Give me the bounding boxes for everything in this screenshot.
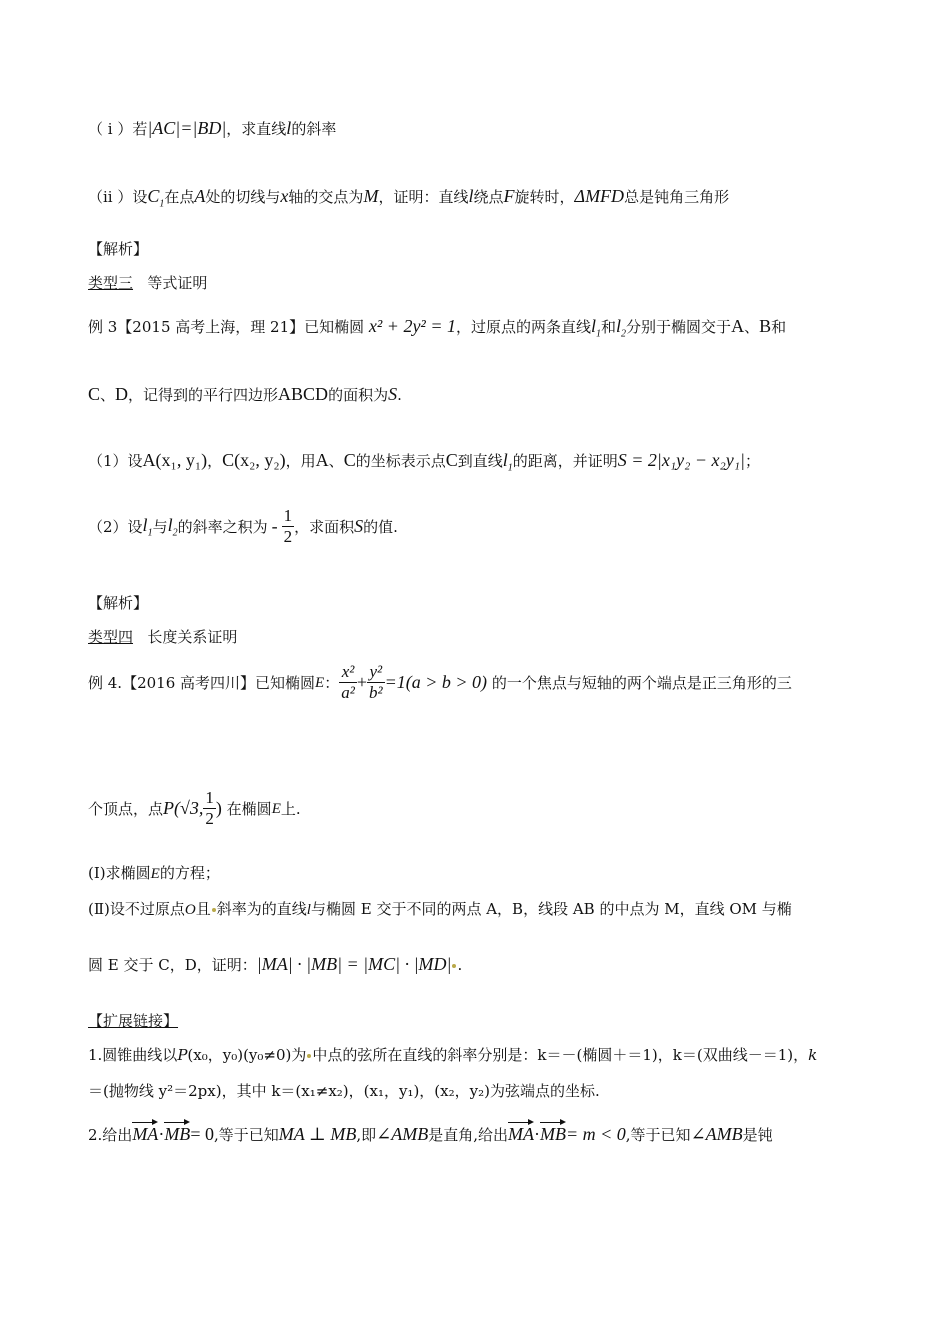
ex3-c: C	[88, 384, 101, 404]
type4-heading	[88, 628, 864, 646]
qii-t1: (Ⅱ)设不过原点	[88, 900, 185, 918]
item-i-condition: |AC|=|BD|	[147, 118, 227, 138]
ex3-sep2: 、	[100, 386, 116, 404]
ext1-x0: (x₀，y₀)(y₀≠0)	[187, 1046, 292, 1064]
point-a-coords: A(x₁, y₁)	[142, 450, 208, 470]
point-p: P(√3,	[163, 798, 204, 819]
q2-t1: 与	[152, 517, 168, 536]
qii-t3: 斜率为的直线	[216, 900, 307, 918]
product-formula: |MA| · |MB| = |MC| · |MD|	[256, 954, 452, 974]
ext1-t2: 为	[291, 1046, 307, 1064]
qi-t2: 的方程；	[159, 864, 220, 882]
qi-t1: (I)求椭圆	[88, 864, 151, 882]
example3-line1	[88, 316, 864, 341]
extension-1	[88, 1046, 864, 1064]
ext2-t1: 2.给出	[88, 1126, 133, 1144]
ext1-p: P	[177, 1046, 188, 1064]
item-ii	[88, 186, 864, 211]
ex3-and: 和	[771, 318, 787, 336]
ext2-t6: 是钝	[742, 1126, 773, 1144]
q1-a: A	[315, 450, 329, 470]
q1-c2: C	[445, 450, 458, 470]
type4-label: 类型四	[88, 628, 134, 646]
item-ii-t5: 绕点	[473, 188, 504, 206]
item-i-line-symbol: l	[286, 118, 292, 138]
qii-line2-end: .	[457, 956, 463, 974]
vector-ma-2: MA	[507, 1124, 534, 1144]
q2-t3: ，求面积	[294, 517, 355, 536]
ex3-t1: ，过原点的两条直线	[455, 318, 591, 336]
area-formula: S = 2|x₁y₂ − x₂y₁|	[617, 450, 745, 470]
q1-t2: 的坐标表示点	[355, 452, 446, 470]
vector-mb: MB	[164, 1124, 191, 1144]
extension-2	[88, 1124, 864, 1146]
q1-t4: 的距离，并证明	[512, 452, 618, 470]
fraction-y2-b2: $\frac{\text{y²}}{\text{b²}}$	[368, 662, 383, 703]
question-ii	[88, 900, 864, 919]
example3-line2	[88, 384, 864, 406]
ext2-t3: ,即	[356, 1126, 377, 1144]
q1-sep: 、	[328, 452, 344, 470]
ext1-k2: k＝(双曲线－＝1)，	[672, 1046, 809, 1064]
example3-question1	[88, 450, 864, 475]
jiexi-heading-1: 【解析】	[88, 240, 149, 258]
qii-t2: 且	[195, 900, 211, 918]
qi-e: E	[150, 866, 160, 882]
q1-l1-symbol: $l_1$	[502, 450, 513, 474]
item-i-label: （ i ）若	[88, 120, 148, 138]
ex4-head: 例 4.【2016 高考四川】已知椭圆	[88, 673, 316, 692]
origin-o: O	[184, 902, 196, 918]
dot-marker3	[307, 1054, 311, 1058]
q2-t4: 的值.	[363, 517, 398, 536]
point-a: A	[194, 186, 206, 206]
item-i-text: ，求直线	[226, 120, 287, 138]
item-ii-t7: 总是钝角三角形	[624, 188, 730, 206]
q1-t1: ，用	[285, 452, 316, 470]
ex3-line2-t1: ，记得到的平行四边形	[128, 386, 279, 404]
qii-line2-t1: 圆 E 交于 C，D，证明：	[88, 956, 257, 974]
item-i-text2: 的斜率	[291, 120, 337, 138]
l1-symbol: $l_1$	[591, 316, 602, 340]
extension-title: 【扩展链接】	[88, 1012, 179, 1030]
ex3-head: 例 3【2015 高考上海，理 21】已知椭圆	[88, 318, 365, 336]
eq-zero: = 0	[190, 1124, 214, 1144]
jiexi-heading-2: 【解析】	[88, 594, 149, 612]
l2-symbol: $l_2$	[616, 316, 627, 340]
extension-heading	[88, 1012, 864, 1030]
ext1-t1: 1.圆锥曲线以	[88, 1046, 178, 1064]
point-c-coords: C(x₂, y₂)	[222, 450, 286, 470]
ex4-colon: ：	[324, 673, 340, 692]
ex3-t2: 和	[601, 318, 617, 336]
question-ii-line2	[88, 954, 864, 976]
q2-s: S	[354, 516, 364, 537]
parallelogram-abcd: ABCD	[278, 384, 329, 404]
ellipse-equation: x² + 2y² = 1	[368, 316, 456, 336]
ext2-t2: ,等于已知	[213, 1126, 279, 1144]
dot-op: ·	[158, 1124, 165, 1144]
item-ii-t6: 旋转时，	[514, 188, 575, 206]
example4-line1: 例 4.【2016 高考四川】已知椭圆E： $\frac{\text{x²}}{\text{a²}}$ + $\frac{\text{y²}}{\text{b²}}$ =1(a > b > 0) 的一个焦点与短轴的两个端点是正三角形的三	[88, 662, 792, 703]
eq-m: = m < 0	[565, 1124, 626, 1144]
type3-heading	[88, 274, 864, 292]
q2-label: （2）设	[88, 517, 143, 536]
dot-marker	[212, 908, 216, 912]
item-ii-t2: 处的切线与	[205, 188, 281, 206]
fraction-p-half: $\frac{1}{2}$	[205, 788, 214, 829]
example4-line2	[88, 788, 864, 830]
qii-t4: 与椭圆 E 交于不同的两点 A，B，线段 AB 的中点为 M，直线 OM 与椭	[310, 900, 792, 918]
ellipse-condition: =1(a > b > 0)	[384, 672, 488, 693]
angle-amb-2: ∠AMB	[690, 1124, 743, 1144]
ex4-tail: 的一个焦点与短轴的两个端点是正三角形的三	[491, 673, 792, 692]
angle-amb: ∠AMB	[376, 1124, 429, 1144]
triangle-mfd: ΔMFD	[574, 186, 625, 206]
item-i	[88, 118, 864, 140]
type3-title: 等式证明	[147, 274, 208, 292]
ex4-line2-t2: 在椭圆	[226, 799, 272, 818]
q2-l2-symbol: $l_2$	[167, 514, 178, 539]
ext1-line2-text: ＝(抛物线 y²＝2px)，其中 k＝(x₁≠x₂)，(x₁，y₁)，(x₂，y₂)为弦端点的坐标.	[88, 1082, 600, 1100]
ext1-k3: k	[808, 1046, 818, 1064]
extension-1-line2	[88, 1082, 864, 1100]
ext1-k1: k＝－(椭圆＋＝1)，	[537, 1046, 673, 1064]
perp-relation: MA ⊥ MB	[278, 1124, 357, 1144]
q1-end: ；	[744, 452, 760, 470]
ext2-t4: 是直角,给出	[428, 1126, 508, 1144]
ex3-line2-end: .	[397, 386, 402, 404]
neg-sign: -	[271, 516, 278, 537]
qii-l: l	[306, 902, 311, 918]
c1-symbol: $C_1$	[147, 186, 165, 210]
line-l: l	[468, 186, 474, 206]
item-ii-t4: ，证明：直线	[378, 188, 469, 206]
question-i	[88, 864, 864, 883]
vector-ma: MA	[132, 1124, 159, 1144]
point-f: F	[503, 186, 515, 206]
ex3-a: A	[731, 316, 745, 336]
q1-t3: 到直线	[457, 452, 503, 470]
item-ii-t1: 在点	[164, 188, 195, 206]
x-axis-symbol: x	[280, 186, 289, 206]
dot-marker2	[452, 964, 456, 968]
q2-t2: 的斜率之积为	[177, 517, 268, 536]
ellipse-e: E	[315, 674, 325, 691]
ex3-sep: 、	[744, 318, 760, 336]
ellipse-e2: E	[271, 800, 281, 817]
ext1-t3: 中点的弦所在直线的斜率分别是：	[312, 1046, 538, 1064]
ex3-line2-t2: 的面积为	[328, 386, 389, 404]
point-m: M	[363, 186, 379, 206]
q1-label: （1）设	[88, 452, 143, 470]
type3-label: 类型三	[88, 274, 134, 292]
fraction-half: $\frac{1}{2}$	[283, 506, 293, 547]
item-ii-t3: 轴的交点为	[288, 188, 364, 206]
type4-title: 长度关系证明	[147, 628, 238, 646]
ex3-t3: 分别于椭圆交于	[626, 318, 732, 336]
item-ii-label: （ii ）设	[88, 188, 148, 206]
dot-op-2: ·	[533, 1124, 540, 1144]
q1-comma: ，	[207, 452, 223, 470]
p-close: )	[215, 798, 222, 819]
fraction-x2-a2: $\frac{\text{x²}}{\text{a²}}$	[341, 662, 355, 703]
ext2-t5: ,等于已知	[625, 1126, 691, 1144]
ex3-b: B	[759, 316, 772, 336]
ex4-line2-t3: 上.	[280, 799, 301, 818]
example3-question2	[88, 506, 864, 548]
area-s: S	[388, 384, 398, 404]
ex4-line2-t1: 个顶点，点	[88, 799, 164, 818]
q1-c: C	[343, 450, 356, 470]
ex3-d: D	[115, 384, 129, 404]
q2-l1-symbol: $l_1$	[142, 514, 153, 539]
vector-mb-2: MB	[539, 1124, 566, 1144]
